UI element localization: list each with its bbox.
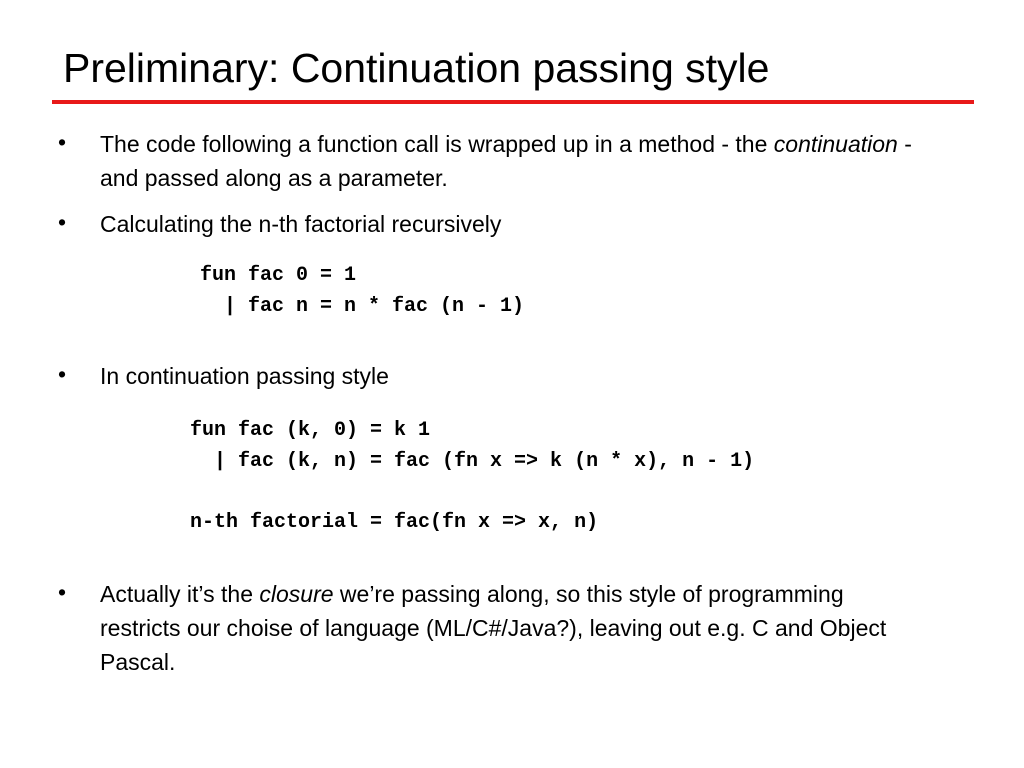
bullet-text-part: Actually it’s the: [100, 581, 260, 607]
title-underline: [52, 100, 974, 104]
code-cps-call: n-th factorial = fac(fn x => x, n): [190, 511, 599, 534]
code-recursive-line-2: | fac n = n * fac (n - 1): [200, 295, 525, 318]
bullet-text-part: The code following a function call is wrapped up in a method - the: [100, 131, 774, 157]
bullet-text-part: - and passed along as a parameter.: [100, 131, 912, 191]
code-recursive-line-1: fun fac 0 = 1: [200, 264, 357, 287]
bullet-text-part: we’re passing along, so this style of programming restricts our choise of language (ML/C#/Java?), leaving out e.g. C and Object Pascal.: [100, 581, 887, 675]
slide-title: Preliminary: Continuation passing style: [63, 45, 770, 91]
bullet-emphasis: continuation: [773, 131, 898, 157]
code-cps-line-1: fun fac (k, 0) = k 1: [190, 419, 431, 442]
bullet-emphasis: closure: [259, 581, 334, 607]
bullet-marker: •: [58, 579, 67, 605]
bullet-marker: •: [58, 361, 67, 387]
code-cps-line-2: | fac (k, n) = fac (fn x => k (n * x), n - 1): [190, 450, 755, 473]
bullet-text: Calculating the n-th factorial recursively: [100, 211, 502, 237]
bullet-text: [100, 127, 930, 195]
bullet-marker: •: [58, 129, 67, 155]
bullet-text: [100, 577, 900, 679]
bullet-text: In continuation passing style: [100, 363, 389, 389]
bullet-marker: •: [58, 209, 67, 235]
